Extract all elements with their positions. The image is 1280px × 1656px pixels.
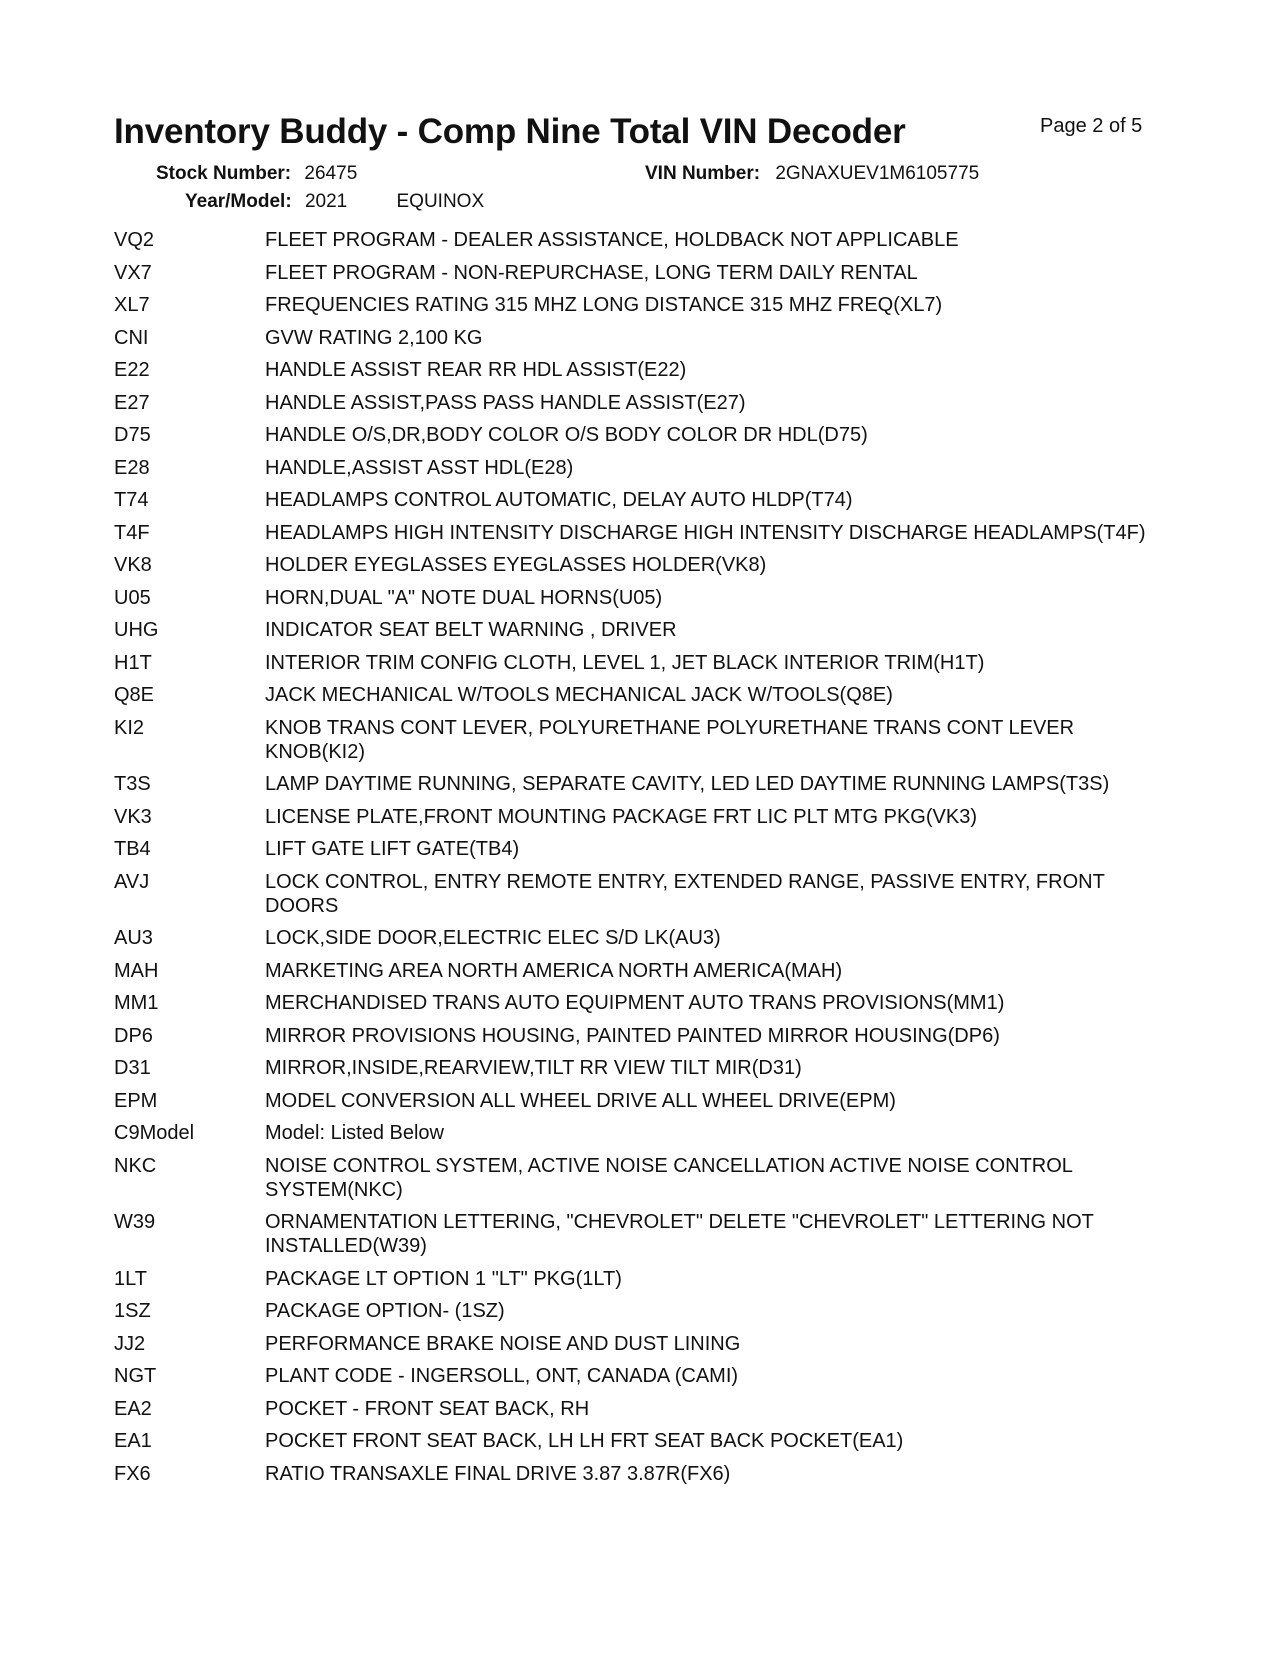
option-code: FX6 — [114, 1462, 151, 1485]
option-code: VK3 — [114, 805, 152, 828]
option-code: VK8 — [114, 554, 152, 576]
page-number: Page 2 of 5 — [1040, 115, 1143, 137]
option-code: EA1 — [114, 1430, 152, 1452]
option-row — [114, 805, 1174, 829]
option-row — [114, 586, 1174, 610]
option-code: 1LT — [114, 1267, 147, 1290]
option-description: HANDLE O/S,DR,BODY COLOR O/S BODY COLOR DR HDL(D75) — [265, 424, 868, 446]
option-row — [114, 1089, 1174, 1113]
option-code: T4F — [114, 521, 150, 544]
year-value: 2021 — [304, 191, 348, 212]
option-description: HOLDER EYEGLASSES EYEGLASSES HOLDER(VK8) — [265, 554, 767, 576]
option-code: EA2 — [114, 1397, 152, 1420]
year-model-field — [185, 191, 484, 213]
option-row — [114, 959, 1174, 983]
option-row — [114, 261, 1174, 285]
option-row — [114, 991, 1174, 1015]
option-row — [114, 228, 1174, 252]
option-description: RATIO TRANSAXLE FINAL DRIVE 3.87 3.87R(FX6) — [265, 1462, 731, 1485]
option-row — [114, 618, 1174, 642]
vin-number-field — [645, 163, 979, 185]
option-row — [114, 488, 1174, 512]
option-row — [114, 1364, 1174, 1388]
option-code: XL7 — [114, 294, 150, 316]
option-code: D31 — [114, 1057, 151, 1079]
option-code: E28 — [114, 456, 150, 479]
option-description: GVW RATING 2,100 KG — [265, 326, 483, 349]
option-description: HORN,DUAL "A" NOTE DUAL HORNS(U05) — [265, 586, 663, 609]
option-description: PACKAGE OPTION- (1SZ) — [265, 1300, 505, 1322]
option-code: 1SZ — [114, 1300, 151, 1322]
option-row — [114, 456, 1174, 480]
option-description: MIRROR PROVISIONS HOUSING, PAINTED PAINTED MIRROR HOUSING(DP6) — [265, 1024, 1000, 1047]
option-description: PERFORMANCE BRAKE NOISE AND DUST LINING — [265, 1332, 741, 1355]
option-row — [114, 772, 1174, 796]
vin-number-value: 2GNAXUEV1M6105775 — [775, 163, 980, 184]
option-code: E27 — [114, 391, 150, 414]
option-code: MM1 — [114, 992, 159, 1014]
option-row — [114, 1210, 1174, 1258]
vin-number-label: VIN Number: — [645, 163, 761, 184]
option-code: KI2 — [114, 716, 145, 739]
option-row — [114, 651, 1174, 675]
option-row — [114, 1267, 1174, 1291]
option-code: C9Model — [114, 1122, 195, 1144]
stock-number-value: 26475 — [304, 163, 358, 184]
option-description: JACK MECHANICAL W/TOOLS MECHANICAL JACK W/TOOLS(Q8E) — [265, 684, 893, 706]
option-description: MERCHANDISED TRANS AUTO EQUIPMENT AUTO TRANS PROVISIONS(MM1) — [265, 992, 1005, 1014]
option-description: LIFT GATE LIFT GATE(TB4) — [265, 838, 520, 860]
option-description: PLANT CODE - INGERSOLL, ONT, CANADA (CAMI) — [265, 1365, 739, 1387]
option-row — [114, 837, 1174, 861]
option-description: FLEET PROGRAM - NON-REPURCHASE, LONG TERM DAILY RENTAL — [265, 261, 918, 284]
option-code: NGT — [114, 1365, 157, 1387]
option-code-list — [114, 228, 1174, 1494]
model-value: EQUINOX — [396, 191, 485, 212]
option-code: AVJ — [114, 870, 150, 893]
option-description: MIRROR,INSIDE,REARVIEW,TILT RR VIEW TILT MIR(D31) — [265, 1057, 802, 1079]
option-code: VQ2 — [114, 229, 155, 251]
option-code: H1T — [114, 651, 152, 674]
option-code: AU3 — [114, 927, 153, 949]
option-description: INDICATOR SEAT BELT WARNING , DRIVER — [265, 619, 677, 641]
option-description: POCKET - FRONT SEAT BACK, RH — [265, 1397, 590, 1420]
option-description: POCKET FRONT SEAT BACK, LH LH FRT SEAT BACK POCKET(EA1) — [265, 1430, 904, 1452]
option-code: DP6 — [114, 1024, 153, 1047]
option-row — [114, 1429, 1174, 1453]
option-description: MARKETING AREA NORTH AMERICA NORTH AMERICA(MAH) — [265, 959, 843, 982]
option-code: U05 — [114, 586, 151, 609]
option-description: FLEET PROGRAM - DEALER ASSISTANCE, HOLDBACK NOT APPLICABLE — [265, 229, 959, 251]
option-row — [114, 683, 1174, 707]
option-description: MODEL CONVERSION ALL WHEEL DRIVE ALL WHEEL DRIVE(EPM) — [265, 1089, 896, 1112]
option-row — [114, 1056, 1174, 1080]
option-description: HANDLE,ASSIST ASST HDL(E28) — [265, 456, 574, 479]
option-row — [114, 1397, 1174, 1421]
option-row — [114, 358, 1174, 382]
option-description: LAMP DAYTIME RUNNING, SEPARATE CAVITY, LED LED DAYTIME RUNNING LAMPS(T3S) — [265, 773, 1110, 795]
option-row — [114, 870, 1174, 918]
option-row — [114, 1462, 1174, 1486]
option-description: Model: Listed Below — [265, 1122, 444, 1144]
option-row — [114, 1299, 1174, 1323]
option-description: KNOB TRANS CONT LEVER, POLYURETHANE POLYURETHANE TRANS CONT LEVER KNOB(KI2) — [265, 716, 1075, 763]
option-description: HEADLAMPS HIGH INTENSITY DISCHARGE HIGH INTENSITY DISCHARGE HEADLAMPS(T4F) — [265, 521, 1146, 544]
option-description: FREQUENCIES RATING 315 MHZ LONG DISTANCE 315 MHZ FREQ(XL7) — [265, 294, 943, 316]
option-row — [114, 391, 1174, 415]
option-row — [114, 293, 1174, 317]
option-description: HANDLE ASSIST,PASS PASS HANDLE ASSIST(E27) — [265, 391, 746, 414]
option-code: NKC — [114, 1154, 157, 1177]
stock-number-field — [156, 163, 357, 185]
option-description: NOISE CONTROL SYSTEM, ACTIVE NOISE CANCELLATION ACTIVE NOISE CONTROL SYSTEM(NKC) — [265, 1154, 1073, 1201]
option-code: W39 — [114, 1211, 156, 1233]
option-description: INTERIOR TRIM CONFIG CLOTH, LEVEL 1, JET BLACK INTERIOR TRIM(H1T) — [265, 651, 985, 674]
option-code: EPM — [114, 1089, 158, 1112]
option-row — [114, 1332, 1174, 1356]
option-code: TB4 — [114, 838, 151, 860]
option-description: LICENSE PLATE,FRONT MOUNTING PACKAGE FRT LIC PLT MTG PKG(VK3) — [265, 805, 977, 828]
option-row — [114, 1024, 1174, 1048]
option-row — [114, 553, 1174, 577]
option-row — [114, 326, 1174, 350]
option-code: E22 — [114, 359, 150, 381]
option-description: ORNAMENTATION LETTERING, "CHEVROLET" DELETE "CHEVROLET" LETTERING NOT INSTALLED(W39) — [265, 1211, 1094, 1257]
option-code: VX7 — [114, 261, 152, 284]
option-row — [114, 1154, 1174, 1202]
option-row — [114, 926, 1174, 950]
option-description: LOCK CONTROL, ENTRY REMOTE ENTRY, EXTENDED RANGE, PASSIVE ENTRY, FRONT DOORS — [265, 870, 1105, 917]
year-model-label: Year/Model: — [185, 191, 292, 212]
option-code: T3S — [114, 773, 151, 795]
option-code: T74 — [114, 489, 149, 511]
option-code: Q8E — [114, 684, 155, 706]
option-description: LOCK,SIDE DOOR,ELECTRIC ELEC S/D LK(AU3) — [265, 927, 721, 949]
option-description: HANDLE ASSIST REAR RR HDL ASSIST(E22) — [265, 359, 687, 381]
option-code: UHG — [114, 619, 159, 641]
stock-number-label: Stock Number: — [156, 163, 292, 184]
option-code: JJ2 — [114, 1332, 146, 1355]
option-code: CNI — [114, 326, 149, 349]
option-description: PACKAGE LT OPTION 1 "LT" PKG(1LT) — [265, 1267, 622, 1290]
option-row — [114, 1121, 1174, 1145]
option-code: MAH — [114, 959, 159, 982]
option-description: HEADLAMPS CONTROL AUTOMATIC, DELAY AUTO HLDP(T74) — [265, 489, 853, 511]
page-title: Inventory Buddy - Comp Nine Total VIN Decoder — [114, 112, 906, 151]
option-row — [114, 716, 1174, 764]
option-row — [114, 423, 1174, 447]
option-code: D75 — [114, 424, 151, 446]
option-row — [114, 521, 1174, 545]
